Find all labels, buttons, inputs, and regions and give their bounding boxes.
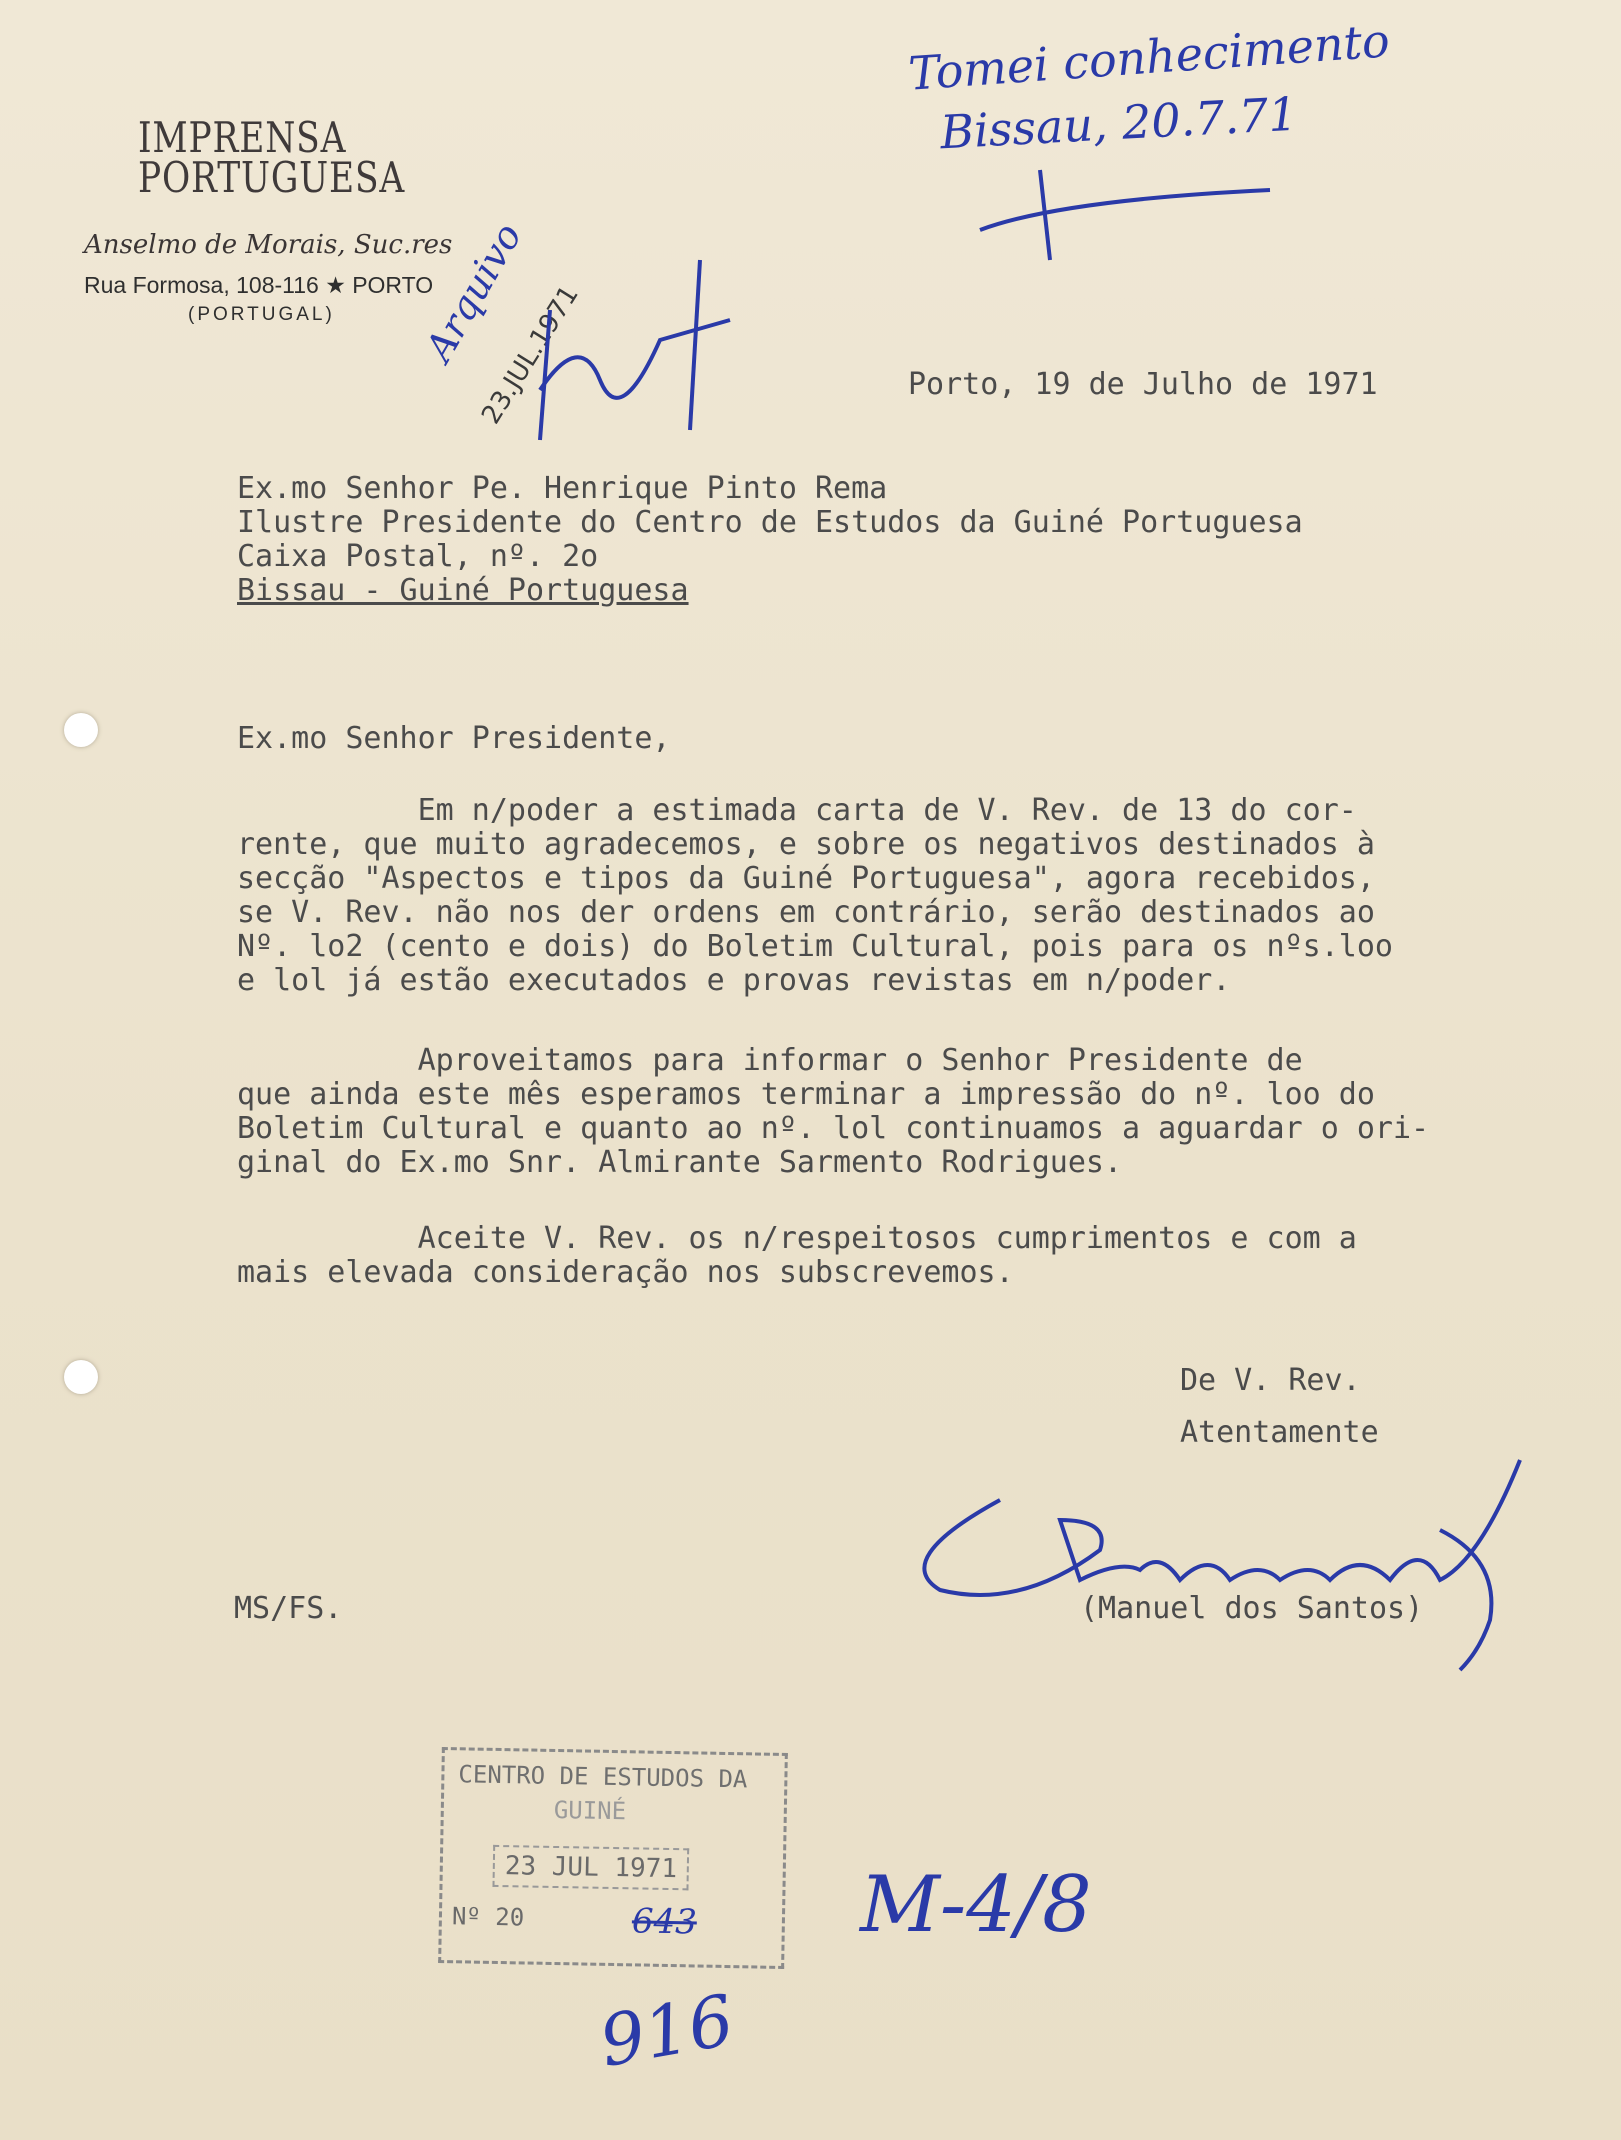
- paragraph-1: Em n/poder a estimada carta de V. Rev. de 13 do cor- rente, que muito agradecemos, e sobre os negativos destinados à secção "Aspectos e tipos da Guiné Portuguesa", agora recebidos, se V. Rev. não nos der ordens em contrário, serão destinados ao Nº. lo2 (cento e dois) do Boletim Cultural, pois para os nºs.loo e lol já estão executados e provas revistas em n/poder.: [237, 793, 1393, 998]
- initial-mark-top: [970, 150, 1290, 270]
- typist-initials: MS/FS.: [234, 1591, 343, 1626]
- stamp-handwritten-number: 916: [593, 1979, 740, 2083]
- annotation-acknowledged: Tomei conhecimento: [906, 13, 1392, 101]
- punch-hole-top: [64, 713, 98, 747]
- letterhead-proprietor: Anselmo de Morais, Suc.res: [84, 230, 453, 260]
- stamp-number: Nº 20: [451, 1902, 525, 1932]
- letterhead-country: (PORTUGAL): [188, 304, 335, 325]
- recipient-line: Ilustre Presidente do Centro de Estudos da Guiné Portuguesa: [237, 505, 1303, 540]
- archive-scribble: [520, 250, 760, 450]
- punch-hole-bottom: [64, 1360, 98, 1394]
- paragraph-3: Aceite V. Rev. os n/respeitosos cumprimentos e com a mais elevada consideração nos subscrevemos.: [237, 1221, 1357, 1290]
- letterhead-address: Rua Formosa, 108-116 ★ PORTO: [84, 272, 434, 298]
- recipient-line: Caixa Postal, nº. 2o: [237, 539, 599, 574]
- letter-date: Porto, 19 de Julho de 1971: [908, 367, 1378, 402]
- stamp-date: 23 JUL 1971: [492, 1845, 689, 1890]
- letterhead-company-name: IMPRENSA PORTUGUESA: [138, 113, 406, 202]
- annotation-archive: Arquivo: [416, 215, 531, 369]
- archive-date-stamp: 23.JUL.1971: [476, 280, 585, 430]
- closing-line-2: Atentamente: [1180, 1415, 1379, 1450]
- recipient-block: [237, 472, 1303, 608]
- handwritten-signature: [880, 1440, 1560, 1680]
- signatory-name: (Manuel dos Santos): [1080, 1591, 1424, 1626]
- closing-line-1: De V. Rev.: [1180, 1363, 1361, 1398]
- salutation: Ex.mo Senhor Presidente,: [237, 721, 671, 756]
- paragraph-2: Aproveitamos para informar o Senhor Presidente de que ainda este mês esperamos terminar a impressão do nº. loo do Boletim Cultural e quanto ao nº. lol continuamos a aguardar o ori- ginal do Ex.mo Snr. Almirante Sarmento Rodrigues.: [237, 1043, 1430, 1180]
- recipient-line: Ex.mo Senhor Pe. Henrique Pinto Rema: [237, 471, 888, 506]
- stamp-register: 643: [631, 1901, 698, 1943]
- bottom-reference: M-4/8: [860, 1860, 1092, 1950]
- stamp-line-2: GUINÉ: [553, 1795, 627, 1826]
- recipient-line: Bissau - Guiné Portuguesa: [237, 573, 689, 608]
- annotation-place-date: Bissau, 20.7.71: [938, 86, 1299, 160]
- stamp-line-1: CENTRO DE ESTUDOS DA: [458, 1760, 748, 1794]
- registration-stamp: [438, 1747, 788, 1969]
